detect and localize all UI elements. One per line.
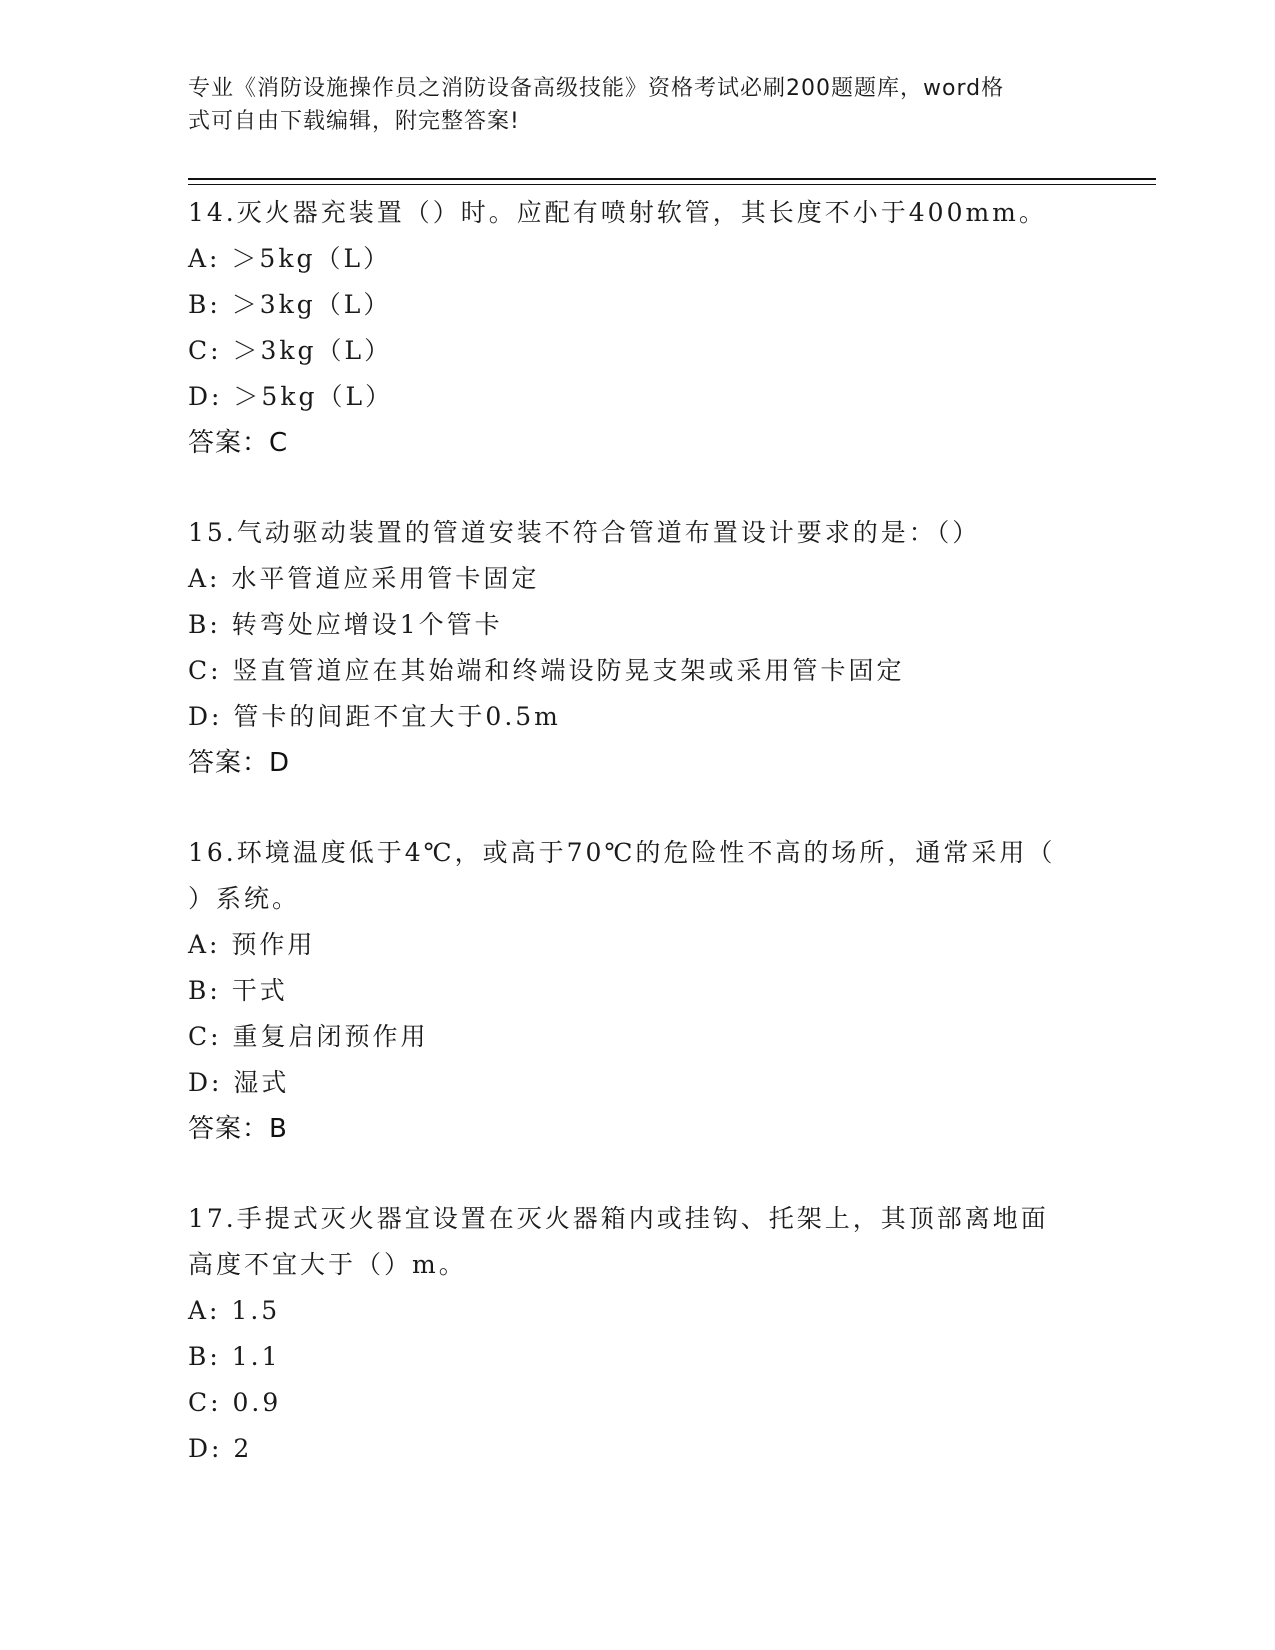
option-c: C: ＞3kg（L） bbox=[188, 336, 393, 365]
option-a: A: ＞5kg（L） bbox=[188, 244, 392, 273]
question-14 bbox=[188, 190, 1088, 466]
question-stem-line-1: 17.手提式灭火器宜设置在灭火器箱内或挂钩、托架上，其顶部离地面 bbox=[188, 1204, 1049, 1233]
option-d: D: 湿式 bbox=[188, 1068, 290, 1097]
option-d: D: 2 bbox=[188, 1434, 253, 1463]
header-line-2: 式可自由下载编辑，附完整答案! bbox=[188, 109, 520, 134]
header-divider-thick bbox=[188, 178, 1156, 180]
question-stem: 15.气动驱动装置的管道安装不符合管道布置设计要求的是：（） bbox=[188, 518, 981, 547]
option-b: B: 转弯处应增设1个管卡 bbox=[188, 610, 503, 639]
question-stem-line-2: ）系统。 bbox=[188, 884, 301, 913]
question-stem-line-2: 高度不宜大于（）m。 bbox=[188, 1250, 467, 1279]
document-header bbox=[188, 72, 1068, 138]
option-b: B: 1.1 bbox=[188, 1342, 281, 1371]
question-stem-line-1: 16.环境温度低于4℃，或高于70℃的危险性不高的场所，通常采用（ bbox=[188, 838, 1056, 867]
option-a: A: 预作用 bbox=[188, 930, 316, 959]
header-line-1: 专业《消防设施操作员之消防设备高级技能》资格考试必刷200题题库，word格 bbox=[188, 76, 1005, 101]
option-b: B: 干式 bbox=[188, 976, 288, 1005]
option-d: D: ＞5kg（L） bbox=[188, 382, 394, 411]
option-b: B: ＞3kg（L） bbox=[188, 290, 392, 319]
option-a: A: 1.5 bbox=[188, 1296, 281, 1325]
question-17 bbox=[188, 1196, 1088, 1472]
option-c: C: 竖直管道应在其始端和终端设防晃支架或采用管卡固定 bbox=[188, 656, 905, 685]
option-d: D: 管卡的间距不宜大于0.5m bbox=[188, 702, 561, 731]
question-list bbox=[188, 190, 1088, 1516]
answer: 答案：D bbox=[188, 748, 291, 778]
header-divider-thin bbox=[188, 184, 1156, 185]
question-16 bbox=[188, 830, 1088, 1152]
question-stem: 14.灭火器充装置（）时。应配有喷射软管，其长度不小于400mm。 bbox=[188, 198, 1047, 227]
option-a: A: 水平管道应采用管卡固定 bbox=[188, 564, 540, 593]
answer: 答案：B bbox=[188, 1114, 288, 1144]
option-c: C: 0.9 bbox=[188, 1388, 282, 1417]
question-15 bbox=[188, 510, 1088, 786]
option-c: C: 重复启闭预作用 bbox=[188, 1022, 429, 1051]
answer: 答案：C bbox=[188, 428, 289, 458]
